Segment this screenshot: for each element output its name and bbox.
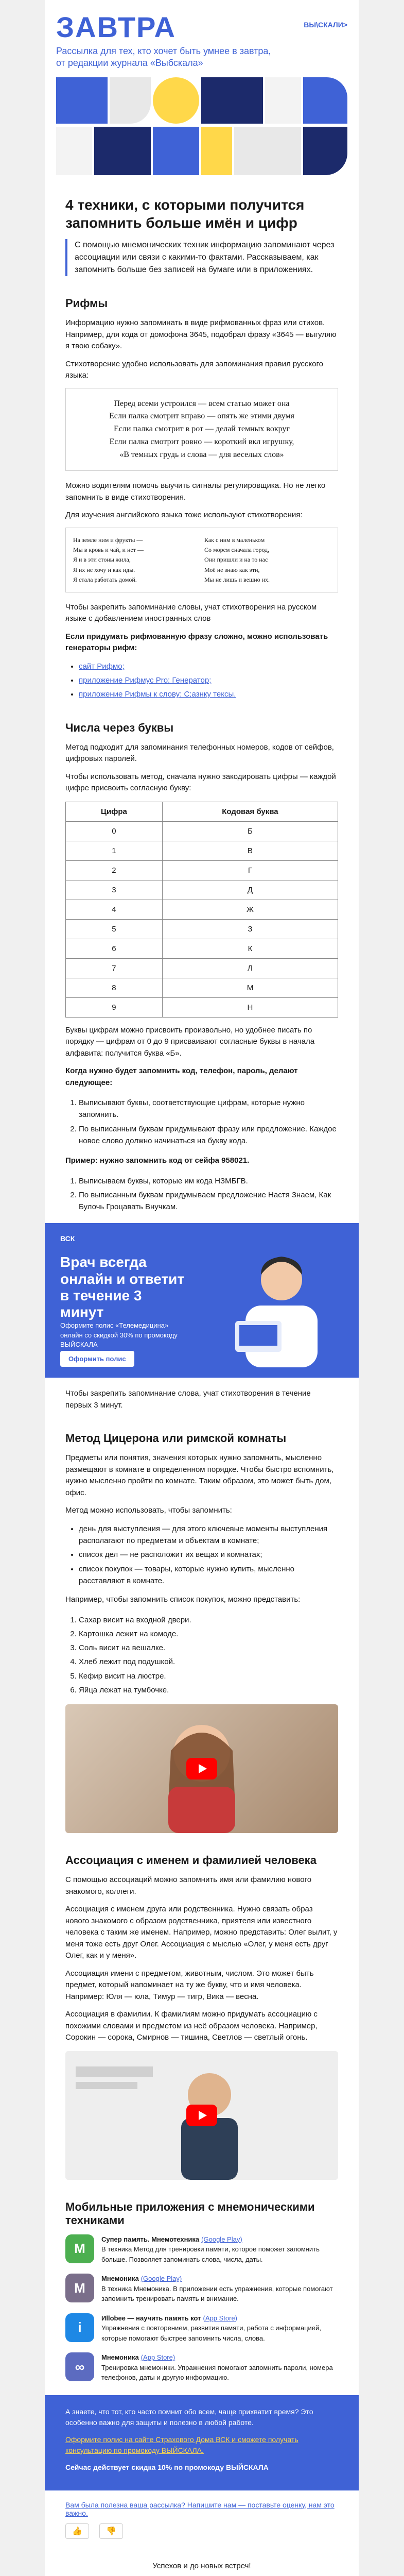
table-row [66,978,338,997]
cicero-p2: Метод можно использовать, чтобы запомнить: [65,1506,232,1515]
app-store-link[interactable]: (Google Play) [140,2275,182,2283]
app-item[interactable] [65,2234,338,2265]
app-name: Мнемоника [101,2275,139,2283]
numbers-p4: Когда нужно будет запомнить код, телефон, пароль, делают следующее: [65,1066,298,1087]
footer-pre: Успехов и до новых встреч! [152,2561,251,2570]
list-item: 4. Хлеб лежит под подушкой. [79,1656,338,1668]
numbers-p1: Метод подходит для запоминания телефонных номеров, кодов от сейфов, цифровых паролей. [65,742,334,764]
poem-line: Мы в кровь и чай, и нет — [73,546,144,554]
app-store-link[interactable]: (Google Play) [201,2235,242,2243]
video-cicero[interactable] [65,1704,338,1833]
app-icon: i [65,2313,94,2342]
poem-column-left [73,535,199,585]
list-item: 3. Соль висит на вешалке. [79,1642,338,1654]
table-row [66,997,338,1017]
app-name: Иllobee — научить память кот [101,2314,201,2322]
list-item: 2. По выписанным буквам придумывают фразу или предложение. Каждое новое слово должно начинаться на букву кода. [79,1123,338,1147]
app-icon: М [65,2234,94,2263]
poem-line: Если палка смотрит вправо — опять же этими двумя [109,412,294,421]
letter-cell: Д [162,880,338,900]
apps-list [65,2234,338,2383]
section-cicero-heading: Метод Цицерона или римской комнаты [65,1432,287,1445]
app-title [101,2352,338,2363]
table-row [66,939,338,958]
rhymes-p3: Можно водителям помочь выучить сигналы регулировщика. Но не легко запомнить в виде стихотворения. [65,481,326,502]
app-icon: M [65,2274,94,2302]
tagline: Рассылка для тех, кто хочет быть умнее в завтра, от редакции журнала «Выбскала» [56,46,271,69]
table-header: Кодовая буква [162,802,338,821]
digit-cell: 0 [66,821,163,841]
poem-rules [65,388,338,471]
table-row [66,919,338,939]
video-association[interactable] [65,2051,338,2180]
letter-cell: Г [162,860,338,880]
section-rhymes-heading: Рифмы [65,297,108,310]
app-item[interactable] [65,2352,338,2383]
digit-cell: 9 [66,997,163,1017]
list-item: • список дел — не расположит их вещах и комнатах; [79,1549,338,1561]
cicero-p3: Например, чтобы запомнить список покупок, можно представить: [65,1595,301,1604]
app-title [101,2234,338,2245]
poem-line: Если палка смотрит в рот — делай темных вокруг [114,425,290,434]
promo-link[interactable]: Оформите полис на сайте Страхового Дома ВСК и сможете получать консультацию по промокоду ВЫЙСКАЛА. [65,2435,298,2454]
banner-title: Врач всегда онлайн и ответит в течение 3 минут [60,1254,185,1320]
association-p1: С помощью ассоциаций можно запомнить имя или фамилию нового знакомого, коллеги. [65,1875,312,1896]
poem-line: Я их не хочу и как иды. [73,566,135,573]
thumbs-up-button[interactable]: 👍 [65,2523,89,2539]
table-row [66,900,338,919]
rhyme-link[interactable]: приложение Рифмус Pro: Генератор; [79,676,212,685]
list-item [79,688,338,700]
poem-line: Со морем сначала город, [204,546,270,554]
poem-line: Они пришли и на то нас [204,556,268,564]
list-item: 1. Выписывают буквы, соответствующие цифрам, которые нужно запомнить. [79,1097,338,1121]
promo-p1: А знаете, что тот, кто часто помнит обо всем, чаще прихватит время? Это особенно важно для защиты и полезно в любой работе. [65,2407,313,2427]
insurance-banner[interactable] [45,1223,359,1378]
newsletter [45,0,359,2576]
table-row [66,958,338,978]
app-description: В техника Метод для тренировки памяти, которое поможет запомнить больше. Позволяет запоминать слова, числа, даты. [101,2245,320,2263]
table-row [66,821,338,841]
app-text [101,2352,338,2383]
digit-cell: 1 [66,841,163,860]
list-item [79,674,338,686]
digit-cell: 7 [66,958,163,978]
doctor-illustration [225,1244,338,1367]
rhymes-p1: Информацию нужно запоминать в виде рифмованных фраз или стихов. Например, для кода от домофона 3645, подобрал фразу «3645 — выгуляю я твою собаку». [65,318,337,350]
banner-subtitle: Оформите полис «Телемедицина» онлайн со скидкой 30% по промокоду ВЫЙСКАЛА [60,1321,178,1348]
list-item [79,660,338,672]
letter-cell: К [162,939,338,958]
table-row [66,860,338,880]
poem-line: Перед всеми устроился — всем статью может она [114,399,290,408]
promo-block [45,2395,359,2490]
digit-cell: 5 [66,919,163,939]
app-icon: ∞ [65,2352,94,2381]
header-illustration [56,77,347,175]
section-apps-heading: Мобильные приложения с мнемоническими техниками [65,2200,315,2227]
letter-cell: З [162,919,338,939]
app-name: Супер память. Мнемотехника [101,2235,200,2243]
list-item: 1. Сахар висит на входной двери. [79,1614,338,1626]
digit-cell: 2 [66,860,163,880]
footer [45,2555,359,2576]
rhymes-p6: Если придумать рифмованную фразу сложно, можно использовать генераторы рифм: [65,632,328,653]
list-item: • день для выступления — для этого ключевые моменты выступления располагают по предметам и объектам в комнате; [79,1523,338,1547]
association-p4: Ассоциация в фамилии. К фамилиям можно придумать ассоциацию с похожими словами и предметом из неё образом человека. Например, Сорокин — сорока, Смирнов — тишина, Светлов — светлый огонь. [65,2010,318,2042]
play-icon[interactable] [186,1758,217,1780]
banner-brand: ВСК [60,1234,75,1243]
list-item: 5. Кефир висит на люстре. [79,1670,338,1682]
letter-cell: Б [162,821,338,841]
banner-cta-button[interactable]: Оформить полис [60,1351,134,1367]
digit-letter-table [65,802,338,1018]
cicero-uses-list [65,1523,338,1587]
app-text [101,2234,338,2265]
app-text [101,2313,338,2344]
app-item[interactable] [65,2274,338,2304]
association-p3: Ассоциация имени с предметом, животным, числом. Это может быть предмет, который напоминает на ту же букву, что и имя человека. Например: Юля — юла, Тимур — тигр, Вика — весна. [65,1969,314,2001]
app-title [101,2313,338,2324]
section-association-heading: Ассоциация с именем и фамилией человека [65,1854,317,1867]
list-item: 2. Картошка лежит на комоде. [79,1628,338,1640]
banner-note: Чтобы закрепить запоминание слова, учат стихотворения в течение первых 3 минут. [65,1389,311,1410]
poem-line: Если палка смотрит ровно — короткий вкл игрушку, [109,437,294,446]
rhymes-p5: Чтобы закрепить запоминание словы, учат стихотворения на русском языке с добавлением иностранных слов [65,602,317,623]
table-row [66,841,338,860]
poem-line: «В темных грудь и слова — для веселых слов» [119,450,284,459]
letter-cell: Ж [162,900,338,919]
digit-cell: 3 [66,880,163,900]
letter-cell: М [162,978,338,997]
letter-cell: Н [162,997,338,1017]
poem-line: На земле ним и фрукты — [73,536,143,544]
header [45,0,359,185]
poem-line: Я и в эти стоны жила, [73,556,131,564]
poem-line: Как с ним в маленьком [204,536,265,544]
app-name: Мнемоника [101,2353,139,2362]
table-row [66,880,338,900]
article-title: 4 техники, с которыми получится запомнить больше имён и цифр [65,197,305,231]
table-header: Цифра [66,802,163,821]
app-description: В техника Мнемоника. В приложении есть упражнения, которые помогают запомнить тренировать память и внимание. [101,2284,333,2303]
app-description: Тренировка мнемоники. Упражнения помогают запомнить пароли, номера телефонов, даты и другую информацию. [101,2363,333,2382]
feedback-buttons [65,2523,338,2539]
digit-cell: 6 [66,939,163,958]
digit-cell: 8 [66,978,163,997]
app-text [101,2274,338,2304]
app-store-link[interactable]: (App Store) [203,2314,238,2322]
cicero-p1: Предметы или понятия, значения которых нужно запомнить, мысленно размещают в комнате в определенном порядке. Чтобы быстро вспомнить, нужно мысленно пройти по комнате. Таким образом, это может быть дом, офис. [65,1453,334,1497]
letter-cell: Л [162,958,338,978]
poem-line: Моё не знаю как эти, [204,566,260,573]
promo-p3: Сейчас действует скидка 10% по промокоду ВЫЙСКАЛА [65,2463,269,2471]
app-title [101,2274,338,2284]
shopping-list [65,1614,338,1697]
app-store-link[interactable]: (App Store) [140,2353,175,2362]
feedback-question[interactable]: Вам была полезна ваша рассылка? Напишите нам — поставьте оценку, нам это важно. [65,2500,335,2517]
rhymes-p2: Стихотворение удобно использовать для запоминания правил русского языка: [65,359,323,380]
association-p2: Ассоциация с именем друга или родственника. Нужно связать образ нового знакомого с образом родственника, приятеля или известного человека с таким же именем. Например, можно представить: Олег вылит, у меня тоже есть друг Олег. Ассоциация с мыслью «Олег, у меня есть друг Олег, как и у меня». [65,1905,338,1960]
example-list [65,1175,338,1213]
app-description: Упражнения с повторением, развития памяти, работа с информацией, которые помогают быстрее запомнить числа, слова. [101,2324,321,2342]
steps-list [65,1097,338,1147]
play-icon[interactable] [186,2105,217,2126]
example-heading: Пример: нужно запомнить код от сейфа 958021. [65,1156,250,1165]
numbers-p2: Чтобы использовать метод, сначала нужно закодировать цифры — каждой цифре присвоить согласную букву: [65,772,336,793]
section-numbers-heading: Числа через буквы [65,721,174,734]
list-item: 2. По выписанным буквам придумываем предложение Настя Знаем, Как Булочь Гроцавать Внучкам. [79,1189,338,1213]
rhyme-generators-list [65,660,338,701]
list-item: 6. Яйца лежат на тумбочке. [79,1684,338,1696]
poem-line: Я стала работать домой. [73,575,137,583]
thumbs-down-button[interactable]: 👎 [99,2523,123,2539]
brand-logo[interactable]: ВЫ\СКАЛИ> [304,21,347,29]
list-item: 1. Выписываем буквы, которые им кода НЗМБГВ. [79,1175,338,1187]
app-item[interactable] [65,2313,338,2344]
digit-cell: 4 [66,900,163,919]
rhymes-p4: Для изучения английского языка тоже используют стихотворения: [65,511,303,520]
letter-cell: В [162,841,338,860]
poem-line: Мы не лишь и вешно их. [204,575,270,583]
article-lead: С помощью мнемонических техник информацию запоминают через ассоциации или связи с какими-то фактами. Рассказываем, как запомнить больше без записей на бумаге или в приложениях. [65,239,338,276]
feedback-block [45,2490,359,2555]
newsletter-logo: ЗАВТРА [56,11,176,43]
list-item: • список покупок — товары, которые нужно купить, мысленно расставляют в комнате. [79,1563,338,1587]
numbers-p3: Буквы цифрам можно присвоить произвольно, но удобнее писать по порядку — цифрам от 0 до 9 присваивают согласные буквы в начала алфавита: получится буква «Б». [65,1025,315,1058]
poem-english [65,528,338,592]
rhyme-link[interactable]: приложение Рифмы к слову: С;азнку тексы. [79,690,236,699]
poem-column-right [204,535,330,585]
rhyme-link[interactable]: сайт Рифмо; [79,662,125,671]
